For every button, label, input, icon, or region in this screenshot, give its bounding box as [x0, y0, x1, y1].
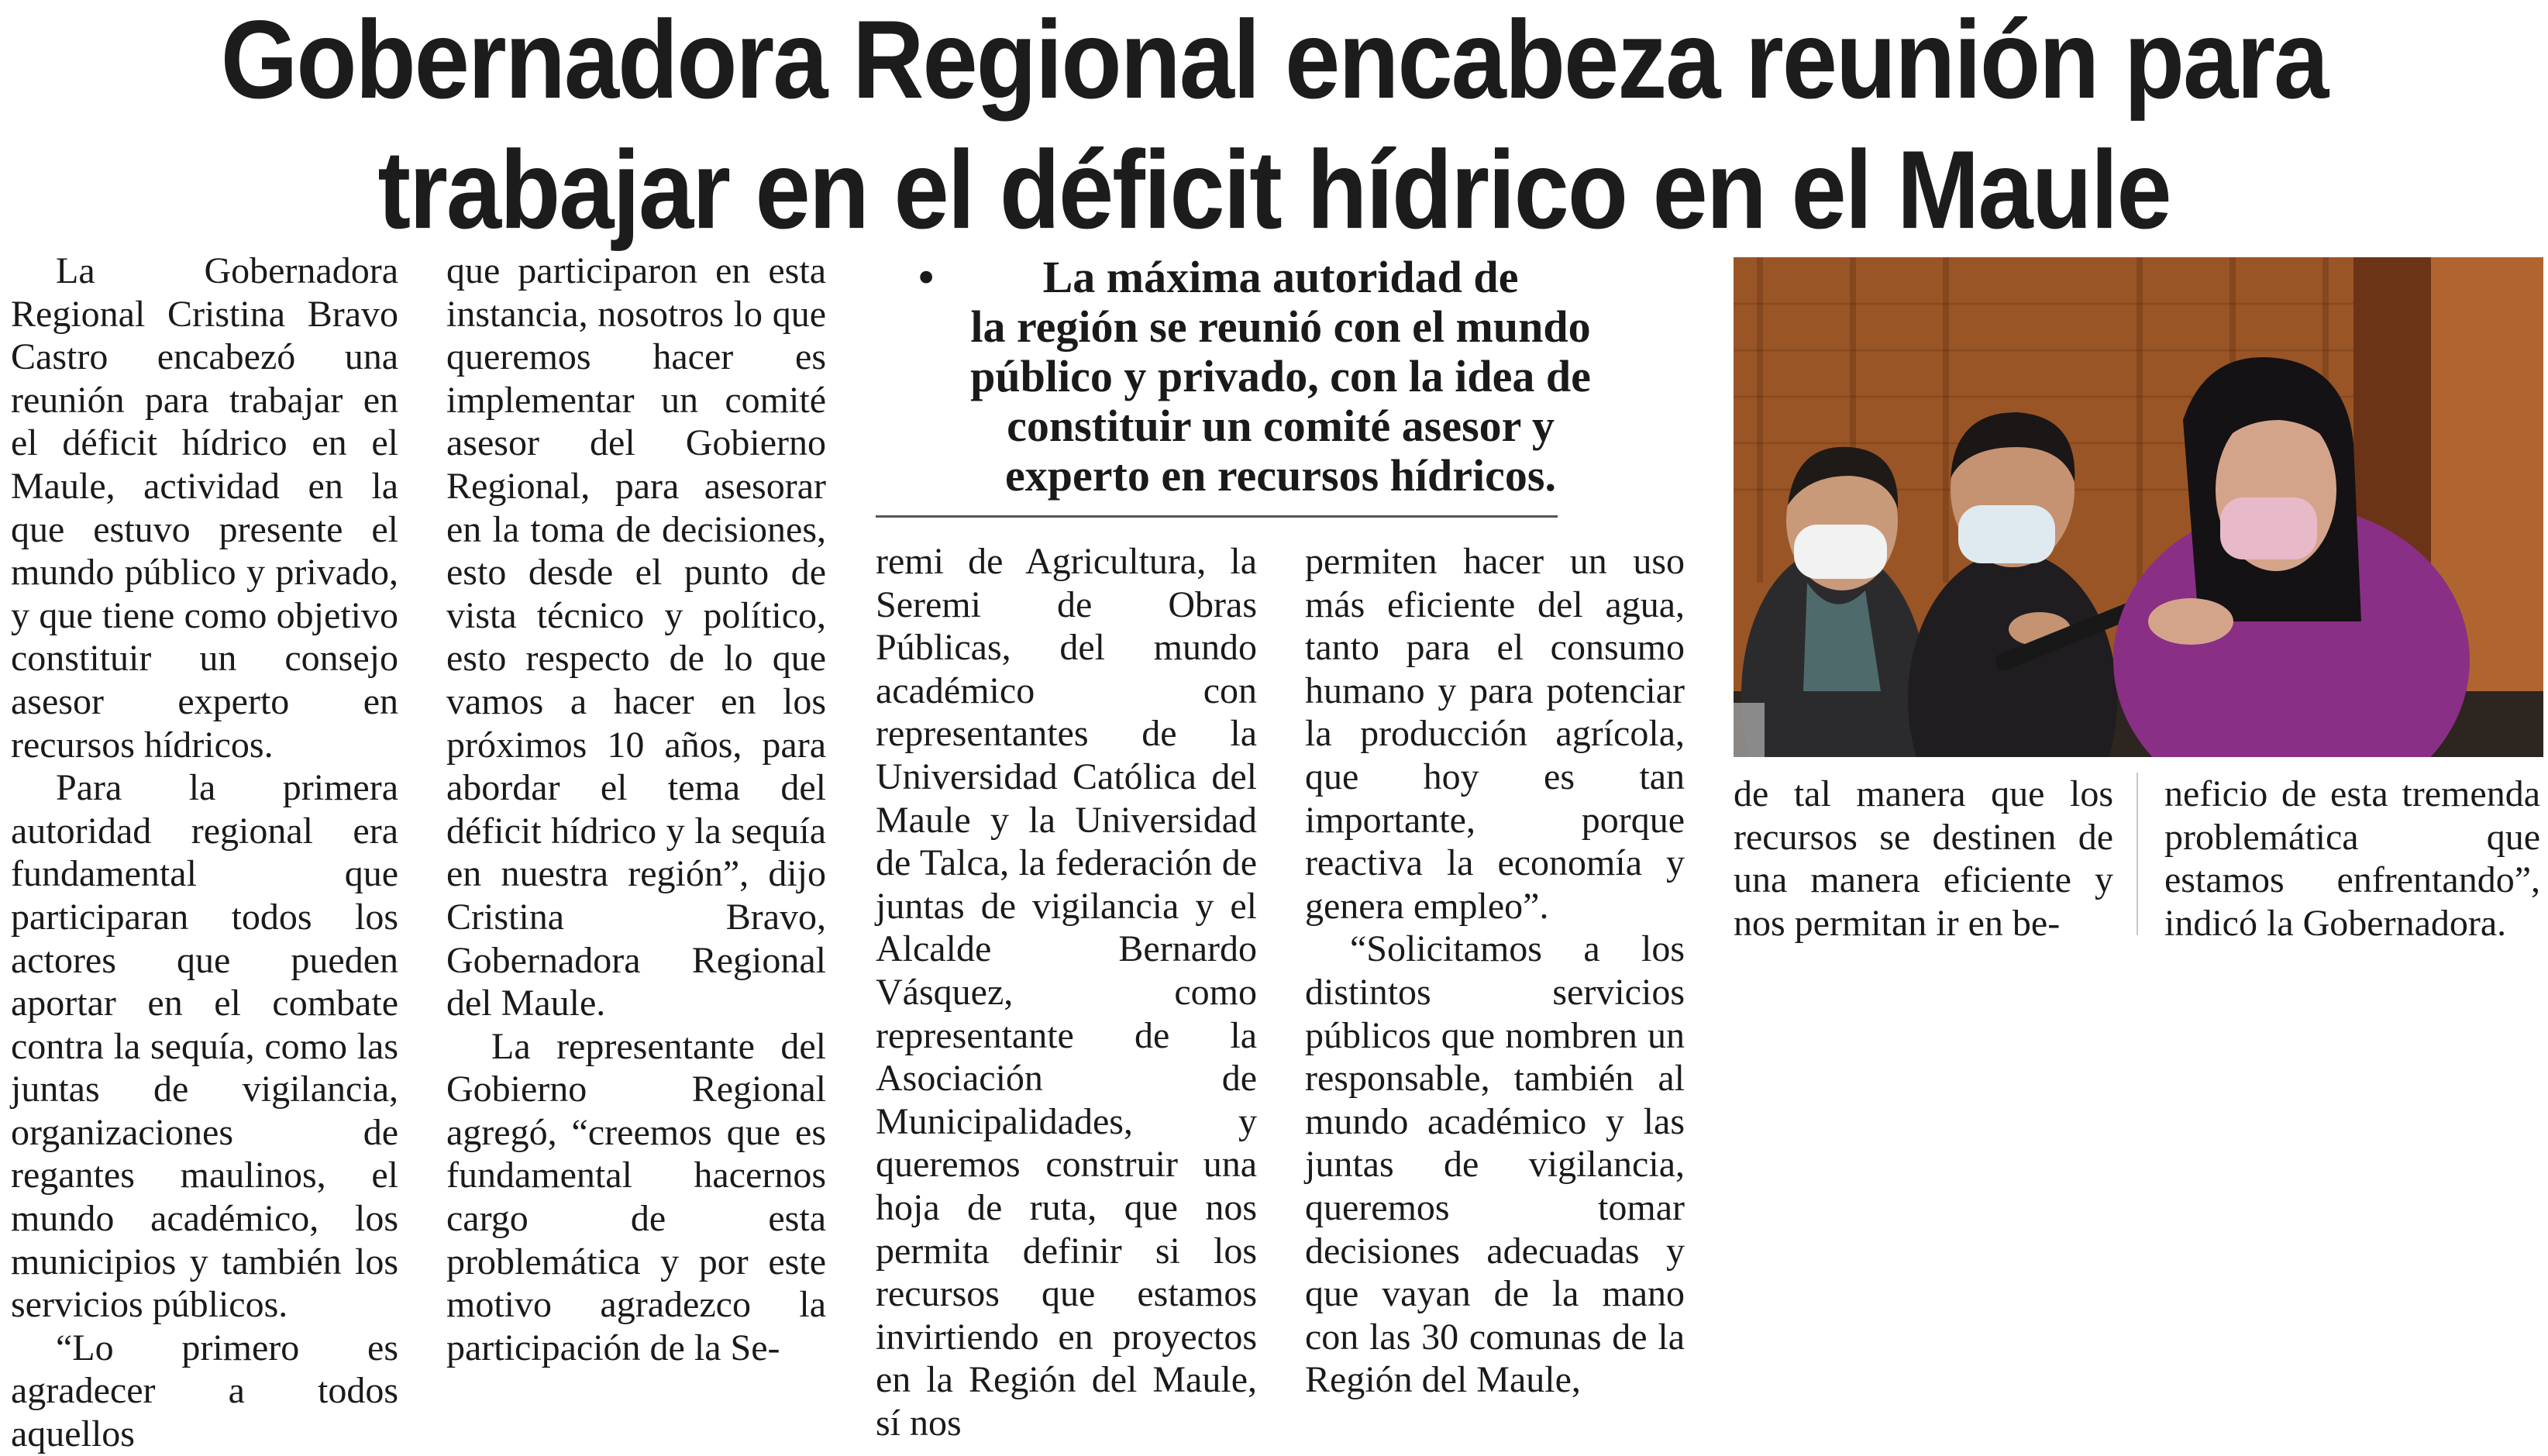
- paragraph: que participaron en esta instancia, nosotros lo que queremos hacer es implementar un comité asesor del Gobierno Regional, para asesorar en la toma de decisiones, esto desde el punto de vista técnico y político, esto respecto de lo que vamos a hacer en los próximos 10 años, para abordar el tema del déficit hídrico y la sequía en nuestra región”, dijo Cristina Bravo, Gobernadora Regional del Maule.: [446, 250, 826, 1024]
- paragraph: “Solicitamos a los distintos servicios públicos que nombren un responsable, también al mundo académico y las juntas de vigilancia, queremos tomar decisiones adecuadas y que vayan de la mano con las 30 comunas de la Región del Maule,: [1305, 928, 1685, 1401]
- paragraph: permiten hacer un uso más eficiente del agua, tanto para el consumo humano y para potenciar la producción agrícola, que hoy es tan importante, porque reactiva la economía y genera empleo”.: [1305, 541, 1685, 927]
- article-headline: [0, 0, 2548, 256]
- paragraph: La representante del Gobierno Regional agregó, “creemos que es fundamental hacernos cargo de esta problemática y por este motivo agradezco la participación de la Se-: [446, 1025, 826, 1368]
- article-column-1: [11, 250, 398, 1456]
- paragraph: neficio de esta tremenda problemática que estamos enfrentando”, indicó la Gobernadora.: [2164, 773, 2540, 944]
- headline-line-2: trabajar en el déficit hídrico en el Maule: [377, 128, 2171, 253]
- paragraph: Para la primera autoridad regional era fundamental que participaran todos los actores que pueden aportar en el combate contra la sequía, como las juntas de vigilancia, organizaciones de regantes maulinos, el mundo académico, los municipios y también los servicios públicos.: [11, 767, 398, 1326]
- pull-quote-line: la región se reunió con el mundo: [970, 301, 1591, 352]
- pull-quote: [876, 253, 1685, 501]
- meeting-photo: [1734, 257, 2543, 757]
- bullet-icon: •: [918, 252, 935, 302]
- pull-quote-line: público y privado, con la idea de: [970, 351, 1591, 401]
- article-column-4: [1305, 540, 1685, 1402]
- article-column-5: [1734, 773, 2113, 945]
- pull-quote-divider: [876, 515, 1558, 518]
- paragraph: remi de Agricultura, la Seremi de Obras Públicas, del mundo académico con representantes de la Universidad Católica del Maule y la Universidad de Talca, la federación de juntas de vigilancia y el Alcalde Bernardo Vásquez, como representante de la Asociación de Municipalidades, y queremos construir una hoja de ruta, que nos permita definir si los recursos que estamos invirtiendo en proyectos en la Región del Maule, sí nos: [876, 541, 1257, 1444]
- pull-quote-line: constituir un comité asesor y: [1007, 401, 1555, 451]
- article-column-3: [876, 540, 1257, 1444]
- meeting-photo-illustration: [1734, 257, 2543, 757]
- paragraph: La Gobernadora Regional Cristina Bravo Castro encabezó una reunión para trabajar en el déficit hídrico en el Maule, actividad en la que estuvo presente el mundo público y privado, y que tiene como objetivo constituir un consejo asesor experto en recursos hídricos.: [11, 250, 398, 766]
- pull-quote-line: La máxima autoridad de: [1042, 252, 1519, 302]
- pull-quote-line: experto en recursos hídricos.: [1005, 450, 1556, 501]
- paragraph: de tal manera que los recursos se destinen de una manera eficiente y nos permitan ir en be-: [1734, 773, 2113, 944]
- article-column-2: [446, 250, 826, 1369]
- headline-line-1: Gobernadora Regional encabeza reunión para: [220, 0, 2328, 122]
- article-column-6: [2164, 773, 2540, 945]
- column-divider: [2137, 773, 2138, 935]
- paragraph: “Lo primero es agradecer a todos aquellos: [11, 1327, 398, 1455]
